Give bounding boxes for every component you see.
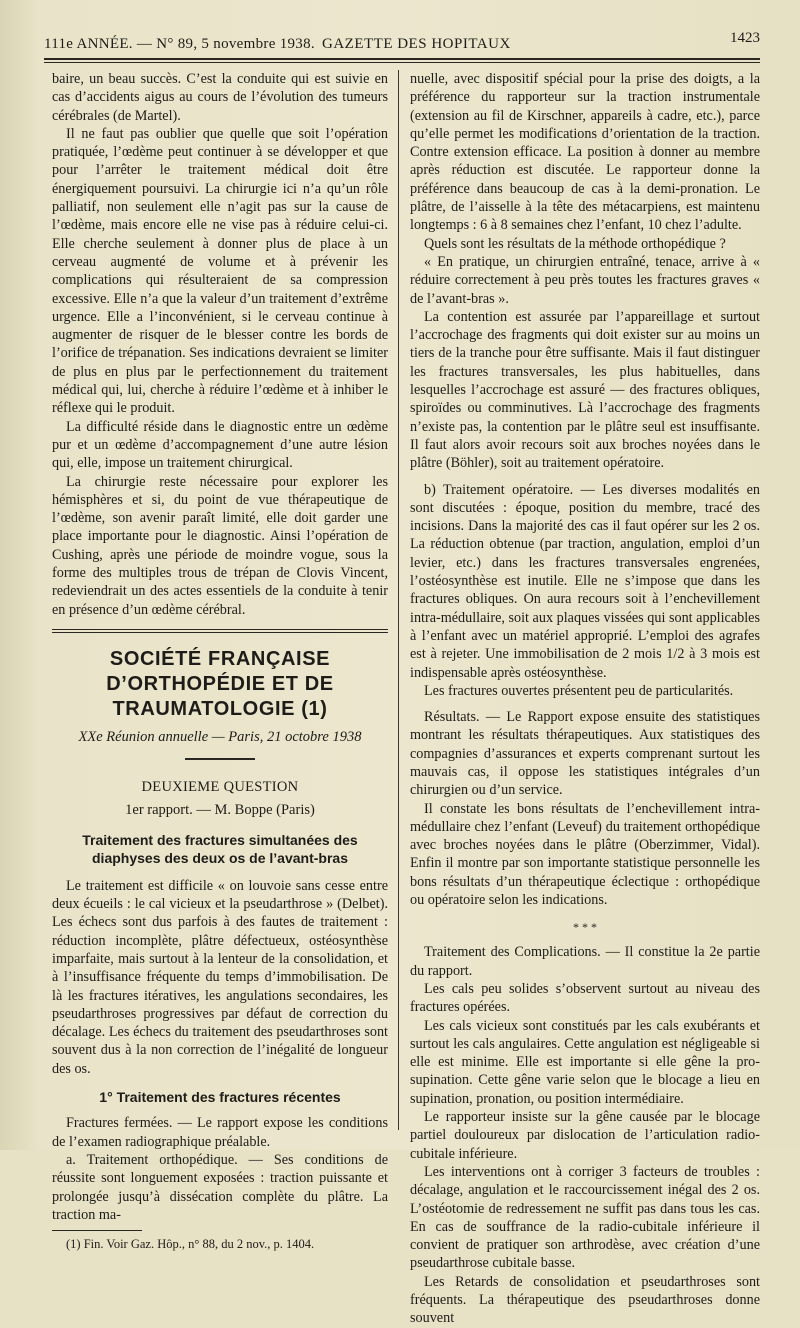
page-header [44,30,760,56]
paragraph: Les interventions ont à corriger 3 facteurs de troubles : décalage, angulation et le raccourcissement inégal des 2 os. L’ostéotomie de redressement ne suffit pas dans tous les cas. En cas de souffrance de la radio-cubitale inférieure il convient de pratiquer son arthrodèse, avec création d’une pseudarthrose cubitale basse. [410,1163,760,1272]
short-rule [185,758,255,760]
page-number: 1423 [730,30,760,46]
paragraph: Le traitement est difficile « on louvoie sans cesse entre deux écueils : le cal vicieux et la pseudarthrose » (Delbet). Les échecs sont dus parfois à des fautes de traitement : réduction incomplète, plâtre défectueux, ostéosynthèse imparfaite, mais surtout à la lenteur de la consolidation, et à l’insuffisance fréquente du temps d’immobilisation. De là les fractures itératives, les angulations secondaires, les pseudarthroses progressives par défaut de correction du décalage. Les échecs du traitement des pseudarthroses sont souvent dus à la non correction de l’inégalité de longueur des os. [52,877,388,1077]
paragraph: baire, un beau succès. C’est la conduite qui est suivie en cas d’accidents aigus au cours de l’évolution des tumeurs cérébrales (de Martel). [52,71,388,124]
column-divider [398,70,399,1130]
paragraph: Les fractures ouvertes présentent peu de particularités. [424,682,734,699]
paragraph: Les cals peu solides s’observent surtout au niveau des fractures opérées. [410,980,760,1016]
paragraph: La difficulté réside dans le diagnostic entre un œdème pur et un œdème d’accompagnement d’une autre lésion qui, elle, impose un traitement chirurgical. [52,418,388,472]
footnote: (1) Fin. Voir Gaz. Hôp., n° 88, du 2 nov., p. 1404. [66,1237,315,1252]
paragraph: Il constate les bons résultats de l’enchevillement intra-médullaire chez l’enfant (Leveuf) du traitement orthopédique avec broches noyées dans le plâtre (Oberzimmer, Vidal). Enfin il montre par son importante statistique personnelle les bons résultats d’un thérapeutique éclectique : orthopédique ou opératoire selon les indications. [410,800,760,909]
paragraph: Quels sont les résultats de la méthode orthopédique ? [424,235,726,252]
report-byline: 1er rapport. — M. Boppe (Paris) [125,801,315,818]
paragraph: Traitement des Complications. — Il constitue la 2e partie du rapport. [410,944,760,979]
issue-line: 111e ANNÉE. — N° 89, 5 novembre 1938. [44,36,315,52]
article-title: Traitement des fractures simultanées des diaphyses des deux os de l’avant-bras [82,831,358,866]
footnote-rule [52,1230,142,1231]
paragraph: Les cals vicieux sont constitués par les cals exubérants et surtout les cals angulaires. Cette angulation est négligeable si elle est minime. Elle est importante si elle gêne la pro-supination. Cette gêne varie selon que le blocage a lieu en supination, pronation, ou position intermédiaire. [410,1017,760,1107]
paragraph: b) Traitement opératoire. — Les diverses modalités en sont discutées : époque, position du membre, tracé des incisions. Dans la majorité des cas il faut opérer sur les 2 os. La réduction obtenue (par traction, angulation, emploi d’un levier, etc.) dans les fractures transversales engrenées, l’ostéosynthèse est inutile. Elle ne s’impose que dans les fractures obliques. On aura recours soit à l’enchevillement intra-médullaire, soit aux plaques vissées qui sont applicables à l’enfant avec un matériel approprié. L’emploi des agrafes est à rejeter. Une immobilisation de 2 mois 1/2 à 3 mois est indispensable après ostéosynthèse. [410,481,760,681]
paragraph: Fractures fermées. — Le rapport expose les conditions de l’examen radiographique préalable. [52,1115,388,1150]
meeting-line: XXe Réunion annuelle — Paris, 21 octobre 1938 [78,728,362,745]
paragraph: Les Retards de consolidation et pseudarthroses sont fréquents. La thérapeutique des pseudarthroses donne souvent [410,1273,760,1327]
society-heading: SOCIÉTÉ FRANÇAISE D’ORTHOPÉDIE ET DE TRAUMATOLOGIE (1) [106,647,334,720]
paragraph: « En pratique, un chirurgien entraîné, tenace, arrive à « réduire correctement à peu près toutes les fractures graves « de l’avant-bras ». [410,253,760,307]
left-column [52,70,388,1253]
header-rule [44,58,760,60]
paragraph: Le rapporteur insiste sur la gêne causée par le blocage partiel douloureux par dislocation de l’articulation radio-cubitale inférieure. [410,1109,760,1162]
right-column [410,70,760,1328]
section-divider [52,629,388,633]
paragraph: nuelle, avec dispositif spécial pour la prise des doigts, a la préférence du rapporteur sur la traction instrumentale (extension au fil de Kirschner, appareils à cadre, etc.), parce qu’elle permet les modifications d’orientation de la traction. Contre extension efficace. La position à donner au membre après réduction est discutée. Le rapporteur donne la préférence dans beaucoup de cas à la demi-pronation. Le plâtre, de l’aisselle à la tête des métacarpiens, est maintenu longtemps : 6 à 8 semaines chez l’enfant, 10 chez l’adulte. [410,71,760,234]
journal-title: GAZETTE DES HOPITAUX [322,36,511,52]
paragraph: Résultats. — Le Rapport expose ensuite des statistiques montrant les résultats thérapeutiques. Aux statistiques des compagnies d’assurances et experts comprenant surtout les mauvais cas, il oppose les statistiques intégrales d’un chirurgien ou d’un service. [410,709,760,799]
paragraph: Il ne faut pas oublier que quelle que soit l’opération pratiquée, l’œdème peut continuer à se développer et que pour l’arrêter le traitement médical doit être énergiquement poursuivi. La chirurgie ici n’a qu’un rôle palliatif, non seulement elle n’agit pas sur la cause de l’œdème, mais encore elle ne vise pas à réduire celui-ci. Elle cherche seulement à donner plus de place à un cerveau augmenté de volume et à prévenir les complications qui résulteraient de sa compression excessive. Elle n’a que la valeur d’un traitement d’extrême urgence. Elle a l’inconvénient, si le cerveau continue à augmenter de risquer de le blesser contre les bords de l’orifice de trépanation. Ses indications devraient se limiter de plus en plus par le perfectionnement du traitement médical qui, lui, cherche à réduire l’œdème et à inhiber le réflexe qui le produit. [52,125,388,417]
question-heading: DEUXIEME QUESTION [141,779,299,796]
section-stars: * * * [573,920,597,935]
paragraph: La chirurgie reste nécessaire pour explorer les hémisphères et si, du point de vue thérapeutique de l’œdème, son avenir paraît limité, elle doit garder une place importante pour le diagnostic. Ainsi l’opération de Cushing, après une période de moindre vogue, sous la forme des multiples trous de trépan de Clovis Vincent, redeviendrait un des actes essentiels de la conduite à tenir en présence d’un œdème cérébral. [52,473,388,618]
subsection-heading: 1° Traitement des fractures récentes [99,1089,341,1106]
paragraph: a. Traitement orthopédique. — Ses conditions de réussite sont longuement exposées : traction puissante et prolongée jusqu’à dissécation complète du plâtre. La traction ma- [52,1151,388,1223]
paragraph: La contention est assurée par l’appareillage et surtout l’accrochage des fragments qui doit exister sur au moins un tiers de la tranche pour être suffisante. Mais il faut distinguer les fractures transversales, les plus habituelles, dans lesquelles l’accrochage est assuré — des fractures obliques, spiroïdes ou comminutives. Là l’accrochage des fragments n’existe pas, la contention par le plâtre seul est insuffisante. Il faut alors avoir recours soit aux broches noyées dans le plâtre (Böhler), soit au traitement opératoire. [410,308,760,472]
header-rule-thin [44,62,760,63]
